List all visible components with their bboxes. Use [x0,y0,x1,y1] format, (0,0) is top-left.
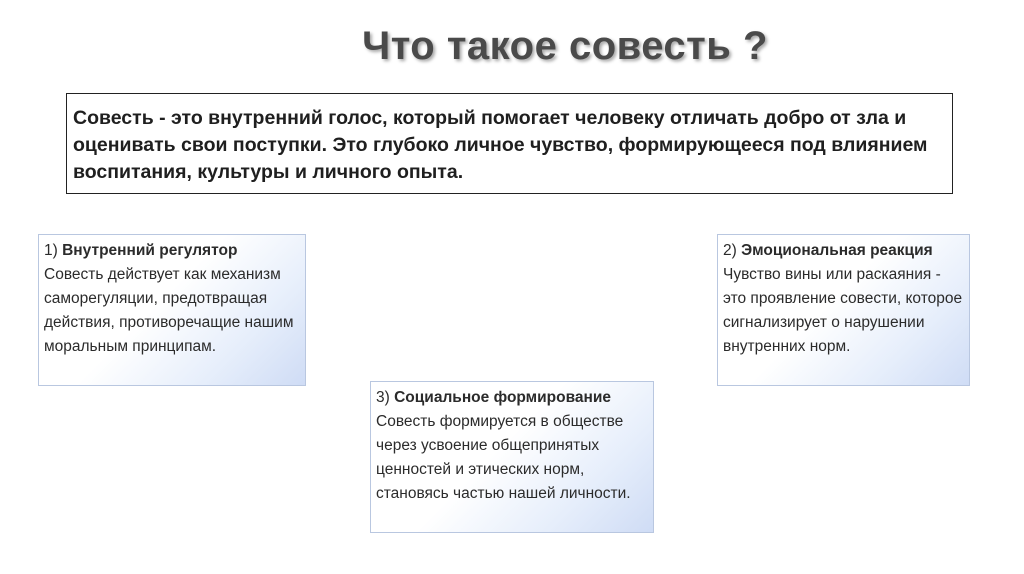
card-header [376,386,648,410]
card-title: Эмоциональная реакция [741,242,933,259]
card-body: Совесть действует как механизм саморегуляции, предотвращая действия, противоречащие нашим моральным принципам. [44,266,294,355]
card-social-formation [370,381,654,533]
definition-text: Совесть - это внутренний голос, который помогает человеку отличать добро от зла и оценивать свои поступки. Это глубоко личное чувство, формирующееся под влиянием воспитания, культуры и личного опыта. [73,107,928,183]
card-number: 1) [44,242,58,259]
definition-box [66,93,953,194]
slide-title: Что такое совесть ? [362,24,768,68]
card-body: Совесть формируется в обществе через усвоение общепринятых ценностей и этических норм, становясь частью нашей личности. [376,413,631,502]
card-title: Социальное формирование [394,389,612,406]
card-internal-regulator [38,234,306,386]
card-header [723,239,964,263]
card-body: Чувство вины или раскаяния - это проявление совести, которое сигнализирует о нарушении внутренних норм. [723,266,963,355]
card-number: 2) [723,242,737,259]
card-number: 3) [376,389,390,406]
card-header [44,239,300,263]
card-title: Внутренний регулятор [62,242,238,259]
card-emotional-reaction [717,234,970,386]
